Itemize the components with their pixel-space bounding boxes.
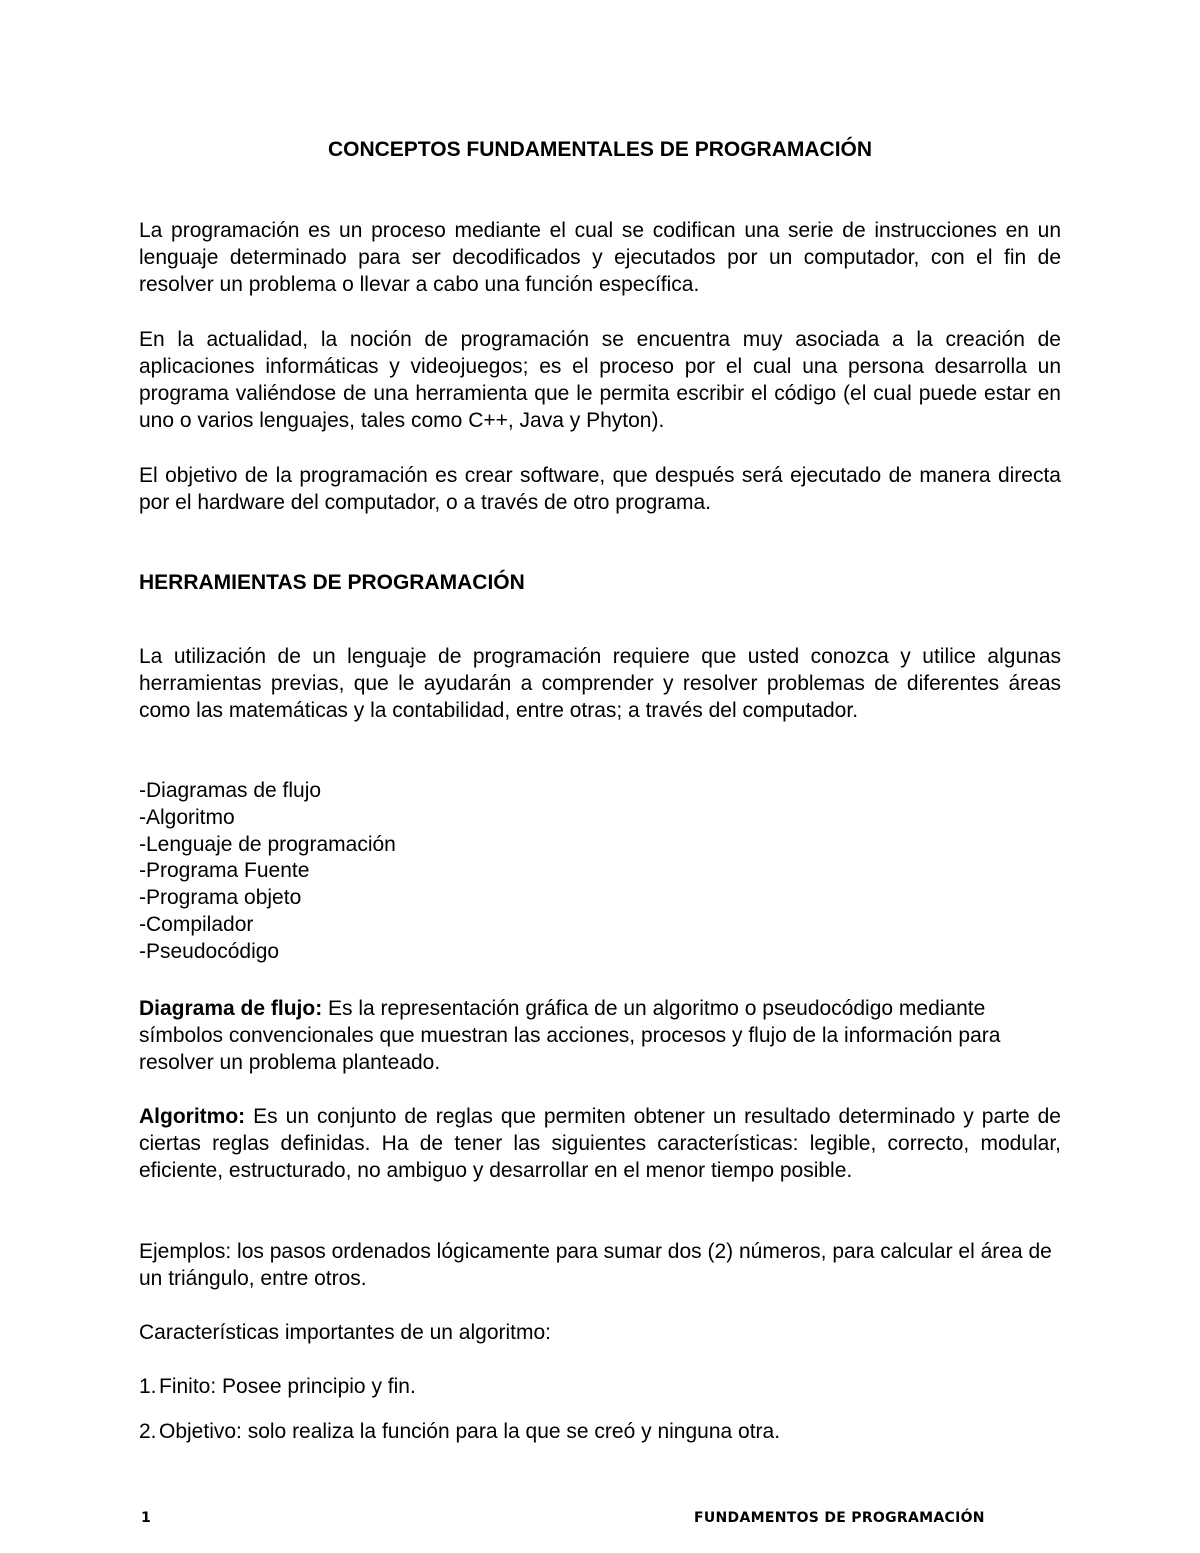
definition-text: Es un conjunto de reglas que permiten obtener un resultado determinado y parte de ciertas reglas definidas. Ha de tener las siguientes características: legible, correcto, modular, eficiente, estructurado, no ambiguo y desarrollar en el menor tiempo posible. — [139, 1105, 1061, 1182]
item-number: 1. — [139, 1375, 157, 1398]
running-title: FUNDAMENTOS DE PROGRAMACIÓN — [694, 1510, 985, 1526]
list-item: -Lenguaje de programación — [139, 832, 396, 856]
list-item: -Algoritmo — [139, 805, 235, 829]
definition-diagrama-de-flujo — [139, 995, 1061, 1076]
item-text: Finito: Posee principio y fin. — [159, 1375, 416, 1398]
definition-separator: : — [238, 1105, 246, 1128]
intro-paragraph-2: En la actualidad, la noción de programación se encuentra muy asociada a la creación de aplicaciones informáticas y videojuegos; es el proceso por el cual una persona desarrolla un programa valiéndose de una herramienta que le permita escribir el código (el cual puede estar en uno o varios lenguajes, tales como C++, Java y Phyton). — [139, 328, 1061, 432]
characteristics-heading: Características importantes de un algoritmo: — [139, 1321, 552, 1344]
list-item: -Pseudocódigo — [139, 939, 280, 963]
intro-paragraph-1: La programación es un proceso mediante el cual se codifican una serie de instrucciones en un lenguaje determinado para ser decodificados y ejecutados por un computador, con el fin de resolver un problema o llevar a cabo una función específica. — [139, 219, 1061, 296]
item-number: 2. — [139, 1420, 157, 1443]
tools-list — [139, 778, 396, 966]
list-item: -Compilador — [139, 912, 254, 936]
examples-paragraph: Ejemplos: los pasos ordenados lógicamente para sumar dos (2) números, para calcular el área de un triángulo, entre otros. — [139, 1240, 1052, 1290]
section-heading: HERRAMIENTAS DE PROGRAMACIÓN — [139, 571, 525, 594]
definition-separator: : — [315, 997, 323, 1020]
item-text: Objetivo: solo realiza la función para la que se creó y ninguna otra. — [159, 1420, 781, 1443]
definition-term: Diagrama de flujo — [139, 997, 316, 1020]
definition-algoritmo — [139, 1103, 1061, 1184]
tools-intro-paragraph: La utilización de un lenguaje de programación requiere que usted conozca y utilice algunas herramientas previas, que le ayudarán a comprender y resolver problemas de diferentes áreas como las matemáticas y la contabilidad, entre otras; a través del computador. — [139, 645, 1061, 722]
list-item: -Programa Fuente — [139, 859, 310, 883]
definition-text: Es la representación gráfica de un algoritmo o pseudocódigo mediante símbolos convencionales que muestran las acciones, procesos y flujo de la información para resolver un problema planteado. — [139, 997, 1001, 1074]
definition-term: Algoritmo — [139, 1105, 239, 1128]
list-item: -Diagramas de flujo — [139, 779, 322, 802]
page-number: 1 — [141, 1510, 151, 1526]
list-item: -Programa objeto — [139, 886, 302, 910]
intro-paragraph-3: El objetivo de la programación es crear software, que después será ejecutado de manera directa por el hardware del computador, o a través de otro programa. — [139, 464, 1061, 514]
document-page — [139, 0, 1061, 1553]
document-title: CONCEPTOS FUNDAMENTALES DE PROGRAMACIÓN — [327, 138, 873, 161]
characteristic-item-2 — [139, 1418, 780, 1445]
characteristic-item-1 — [139, 1373, 416, 1400]
